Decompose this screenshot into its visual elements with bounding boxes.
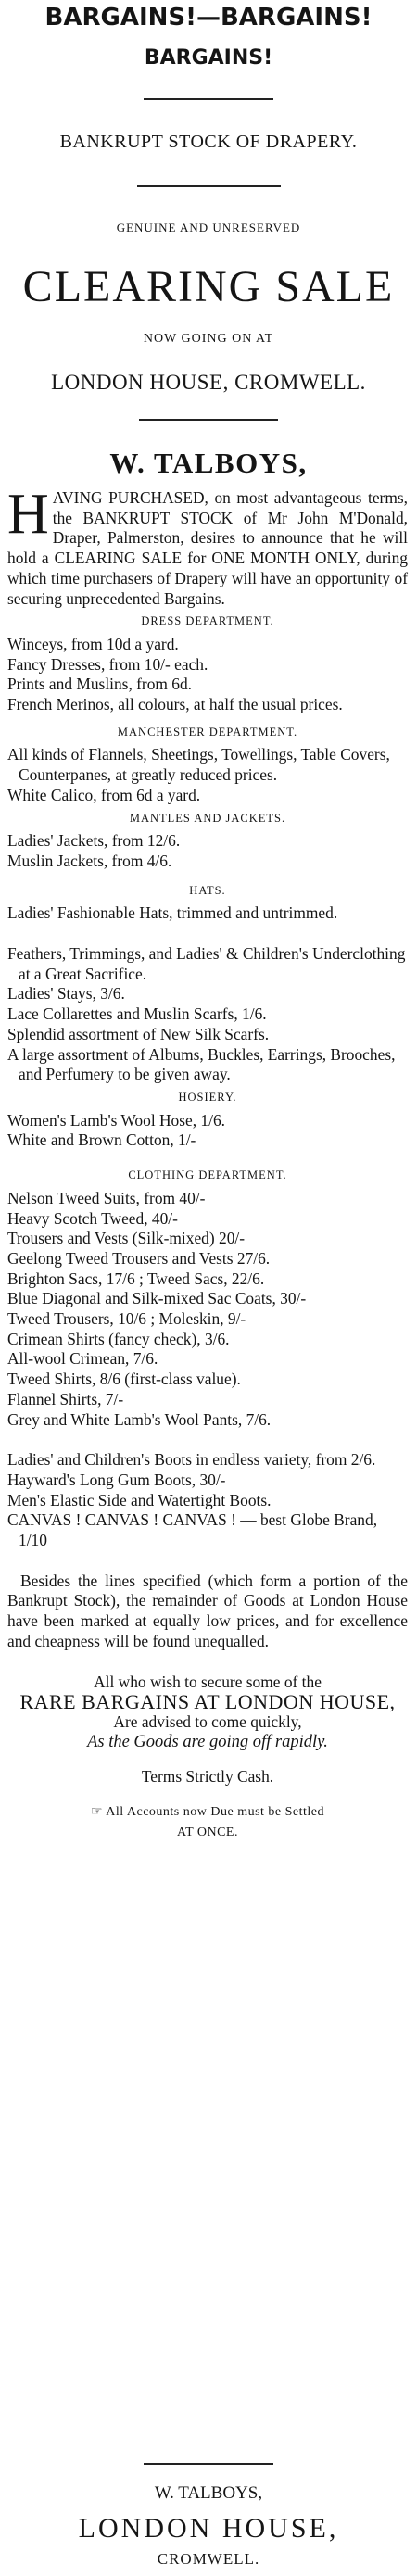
terms-text: Terms Strictly Cash.: [141, 1767, 274, 1787]
intro-text: AVING PURCHASED, on most advantageous terms, the BANKRUPT STOCK of Mr John M'Donald, Draper, Palmerston, desires to announce that he will hold a CLEARING SALE for ONE MONTH ONLY, during which time purchasers of Drapery will have an opportunity of securing unprecedented Bargains.: [7, 488, 408, 608]
list-item: Lace Collarettes and Muslin Scarfs, 1/6.: [7, 1004, 267, 1024]
subheadline-bargains: BARGAINS!: [144, 46, 273, 69]
list-item: Tweed Trousers, 10/6 ; Moleskin, 9/-: [7, 1309, 246, 1329]
list-item: Women's Lamb's Wool Hose, 1/6.: [7, 1110, 226, 1130]
section-heading-hosiery: HOSIERY.: [178, 1090, 237, 1104]
closing-line-italic: As the Goods are going off rapidly.: [87, 1732, 328, 1751]
spacer: [7, 1752, 408, 1767]
section-heading-mantles: MANTLES AND JACKETS.: [129, 811, 286, 825]
list-item: Ladies' Stays, 3/6.: [7, 984, 125, 1004]
list-item: Geelong Tweed Trousers and Vests 27/6.: [7, 1248, 271, 1268]
signature-house: LONDON HOUSE,: [78, 2513, 339, 2544]
divider: [139, 419, 278, 421]
section-heading-hats: HATS.: [189, 883, 226, 897]
section-heading-manchester: MANCHESTER DEPARTMENT.: [117, 725, 298, 739]
list-item: French Merinos, all colours, at half the usual prices.: [7, 695, 343, 714]
closing-line: All who wish to secure some of the: [94, 1672, 322, 1691]
list-item: Crimean Shirts (fancy check), 3/6.: [7, 1329, 230, 1348]
list-item: Prints and Muslins, from 6d.: [7, 675, 193, 694]
list-item: All-wool Crimean, 7/6.: [7, 1349, 158, 1369]
clearing-sale-title: CLEARING SALE: [22, 262, 395, 311]
list-item: Blue Diagonal and Silk-mixed Sac Coats, 30/-: [7, 1289, 307, 1308]
list-item: Trousers and Vests (Silk-mixed) 20/-: [7, 1229, 246, 1248]
signature-town: CROMWELL.: [157, 2550, 260, 2568]
section-heading-clothing: CLOTHING DEPARTMENT.: [128, 1168, 287, 1182]
rare-bargains-heading: RARE BARGAINS AT LONDON HOUSE,: [19, 1690, 396, 1714]
list-item: Heavy Scotch Tweed, 40/-: [7, 1208, 178, 1228]
list-item: Winceys, from 10d a yard.: [7, 634, 179, 653]
closing-line: Are advised to come quickly,: [113, 1711, 302, 1731]
list-item: Muslin Jackets, from 4/6.: [7, 851, 172, 870]
list-item: Tweed Shirts, 8/6 (first-class value).: [7, 1370, 241, 1389]
list-item: Feathers, Trimmings, and Ladies' & Children's Underclothing at a Great Sacrifice.: [7, 944, 406, 983]
list-item: CANVAS ! CANVAS ! CANVAS ! — best Globe Brand, 1/10: [7, 1510, 378, 1550]
list-item: White and Brown Cotton, 1/-: [7, 1130, 196, 1150]
intro-paragraph: [7, 483, 408, 609]
list-item: Nelson Tweed Suits, from 40/-: [7, 1188, 206, 1207]
bankrupt-stock-heading: BANKRUPT STOCK OF DRAPERY.: [59, 132, 358, 152]
list-item: Flannel Shirts, 7/-: [7, 1389, 124, 1408]
list-item: Splendid assortment of New Silk Scarfs.: [7, 1024, 270, 1043]
list-item: A large assortment of Albums, Buckles, Earrings, Brooches, and Perfumery to be given away.: [7, 1044, 396, 1084]
headline-bargains: BARGAINS!—BARGAINS!: [44, 4, 373, 32]
spacer: [7, 1430, 408, 1450]
divider: [144, 98, 273, 100]
section-heading-dress: DRESS DEPARTMENT.: [141, 614, 274, 628]
list-item: Fancy Dresses, from 10/- each.: [7, 654, 208, 674]
spacer: [7, 924, 408, 944]
list-item: Ladies' Jackets, from 12/6.: [7, 831, 181, 851]
accounts-notice: ☞ All Accounts now Due must be Settled: [90, 1805, 325, 1820]
spacer: [7, 1551, 408, 1572]
signature-name: W. TALBOYS,: [154, 2483, 263, 2503]
now-going-on-text: NOW GOING ON AT: [143, 332, 274, 346]
list-item: Men's Elastic Side and Watertight Boots.: [7, 1490, 272, 1509]
closing-paragraph: Besides the lines specified (which form a portion of the Bankrupt Stock), the remainder of Goods at London House have been marked at equally low prices, and for excellence and cheapness will be found unequalled.: [7, 1571, 408, 1650]
spacer: [7, 1787, 408, 1802]
list-item: All kinds of Flannels, Sheetings, Towellings, Table Covers, Counterpanes, at greatly reduced prices.: [7, 745, 390, 785]
list-item: Brighton Sacs, 17/6 ; Tweed Sacs, 22/6.: [7, 1269, 265, 1288]
location-heading: LONDON HOUSE, CROMWELL.: [51, 371, 366, 394]
list-item: Grey and White Lamb's Wool Pants, 7/6.: [7, 1409, 272, 1429]
proprietor-name: W. TALBOYS,: [109, 447, 308, 479]
list-item: White Calico, from 6d a yard.: [7, 785, 201, 804]
accounts-notice-end: AT ONCE.: [177, 1825, 238, 1839]
list-item: Ladies' and Children's Boots in endless variety, from 2/6.: [7, 1450, 376, 1470]
genuine-unreserved-text: GENUINE AND UNRESERVED: [116, 221, 301, 234]
spacer: [7, 1652, 408, 1673]
divider: [137, 185, 281, 187]
advert-body: [0, 483, 417, 1842]
list-item: Ladies' Fashionable Hats, trimmed and untrimmed.: [7, 903, 338, 923]
drop-cap: H: [7, 483, 49, 546]
list-item: Hayward's Long Gum Boots, 30/-: [7, 1470, 226, 1489]
divider: [144, 2463, 273, 2465]
